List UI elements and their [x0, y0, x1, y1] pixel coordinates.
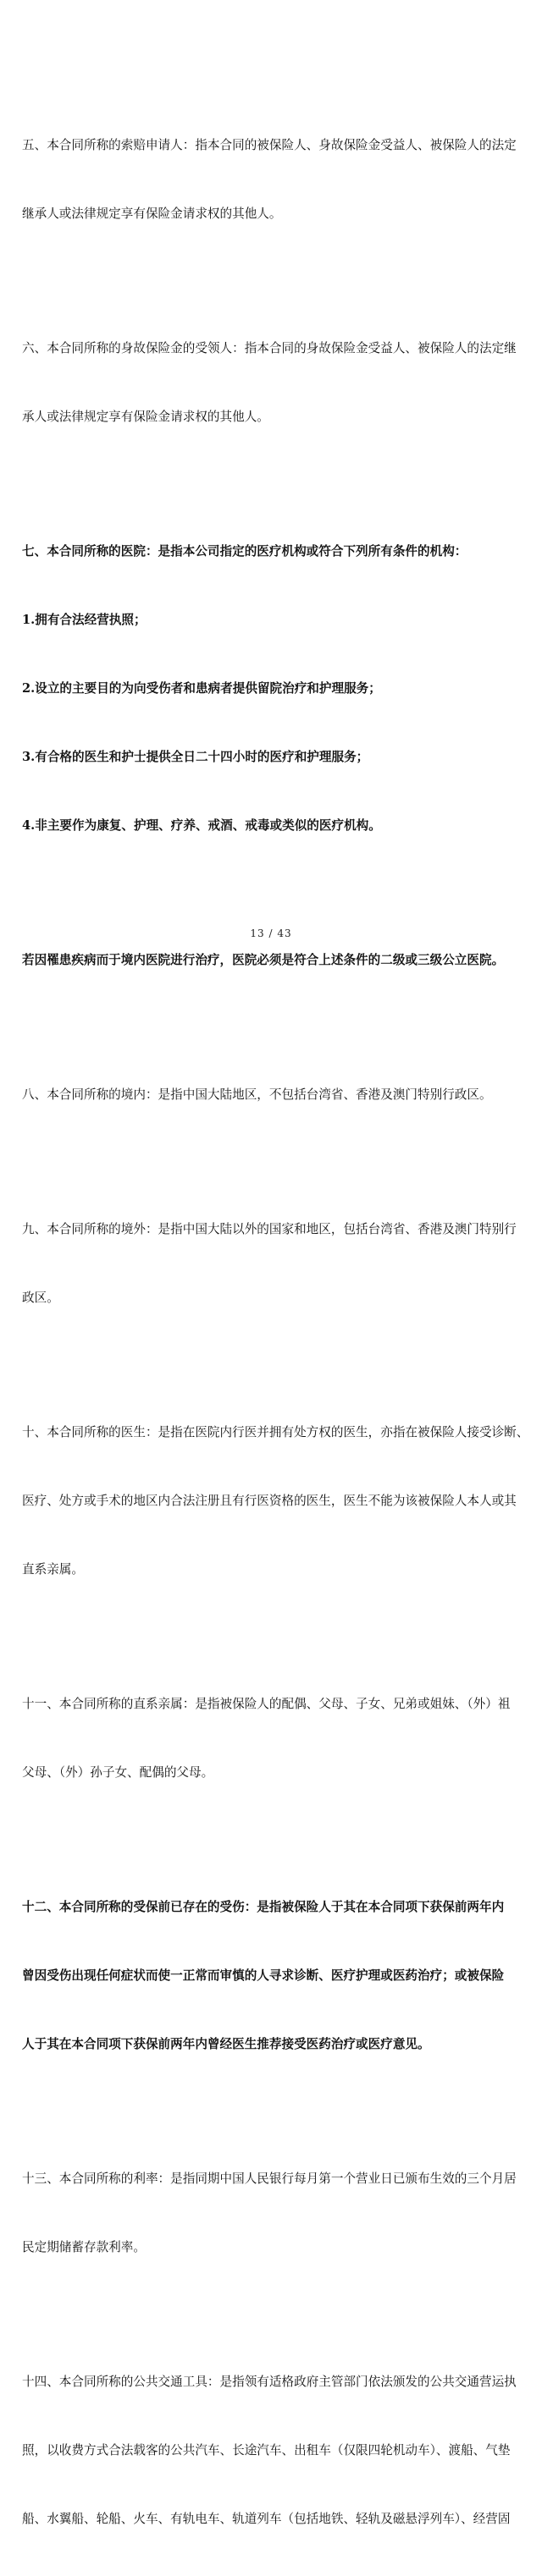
paragraph-overseas-definition: [22, 1172, 522, 1355]
list-item: 3.有合格的医生和护士提供全日二十四小时的医疗和护理服务；: [22, 750, 369, 764]
paragraph-immediate-family: [22, 1647, 522, 1830]
text-line: 六、本合同所称的身故保险金的受领人：指本合同的身故保险金受益人、被保险人的法定继: [22, 341, 517, 355]
text-line: 十四、本合同所称的公共交通工具：是指领有适格政府主管部门依法颁发的公共交通营运执: [22, 2375, 517, 2389]
paragraph-domestic-definition: [22, 1038, 522, 1152]
paragraph-preexisting-injury: [22, 1850, 522, 2101]
text-line: 九、本合同所称的境外：是指中国大陆以外的国家和地区，包括台湾省、香港及澳门特别行: [22, 1222, 517, 1236]
paragraph-public-transport: [22, 2325, 522, 2576]
text-line: 十、本合同所称的医生：是指在医院内行医并拥有处方权的医生，亦指在被保险人接受诊断、: [22, 1425, 529, 1439]
paragraph-claimant: [22, 88, 522, 271]
text-line: 曾因受伤出现任何症状而使一正常而审慎的人寻求诊断、医疗护理或医药治疗；或被保险: [22, 1968, 505, 1983]
text-line: 直系亲属。: [22, 1562, 84, 1577]
text-line: 十二、本合同所称的受保前已存在的受伤：是指被保险人于其在本合同项下获保前两年内: [22, 1900, 505, 1914]
paragraph-hospital-definition: [22, 494, 522, 883]
document-body: [22, 88, 529, 2576]
text-line: 政区。: [22, 1291, 59, 1305]
text-line: 七、本合同所称的医院：是指本公司指定的医疗机构或符合下列所有条件的机构：: [22, 544, 467, 559]
text-line: 船、水翼船、轮船、火车、有轨电车、轨道列车（包括地铁、轻轨及磁悬浮列车）、经营固: [22, 2512, 511, 2526]
paragraph-death-benefit-recipient: [22, 291, 522, 474]
page-number: 13 / 43: [250, 927, 292, 939]
text-line: 若因罹患疾病而于境内医院进行治疗，医院必须是符合上述条件的二级或三级公立医院。: [22, 953, 505, 967]
list-item: 2.设立的主要目的为向受伤者和患病者提供留院治疗和护理服务；: [22, 681, 381, 696]
text-line: 承人或法律规定享有保险金请求权的其他人。: [22, 410, 269, 424]
text-line: 父母、（外）孙子女、配偶的父母。: [22, 1765, 214, 1780]
list-item: 1.拥有合法经营执照；: [22, 613, 147, 627]
text-line: 照，以收费方式合法载客的公共汽车、长途汽车、出租车（仅限四轮机动车）、渡船、气垫: [22, 2443, 511, 2458]
list-item: 4.非主要作为康复、护理、疗养、戒酒、戒毒或类似的医疗机构。: [22, 818, 381, 833]
text-line: 五、本合同所称的索赔申请人：指本合同的被保险人、身故保险金受益人、被保险人的法定: [22, 138, 517, 152]
text-line: 继承人或法律规定享有保险金请求权的其他人。: [22, 206, 282, 221]
text-line: 八、本合同所称的境内：是指中国大陆地区，不包括台湾省、香港及澳门特别行政区。: [22, 1087, 492, 1102]
text-line: 十一、本合同所称的直系亲属：是指被保险人的配偶、父母、子女、兄弟或姐妹、（外）祖: [22, 1697, 511, 1711]
text-line: 民定期储蓄存款利率。: [22, 2240, 146, 2254]
paragraph-doctor-definition: [22, 1375, 529, 1627]
text-line: 人于其在本合同项下获保前两年内曾经医生推荐接受医药治疗或医疗意见。: [22, 2037, 430, 2051]
text-line: 医疗、处方或手术的地区内合法注册且有行医资格的医生，医生不能为该被保险人本人或其: [22, 1494, 517, 1508]
paragraph-interest-rate: [22, 2122, 522, 2304]
text-line: 十三、本合同所称的利率：是指同期中国人民银行每月第一个营业日已颁布生效的三个月居: [22, 2171, 517, 2186]
paragraph-hospital-requirement: [22, 903, 522, 1017]
